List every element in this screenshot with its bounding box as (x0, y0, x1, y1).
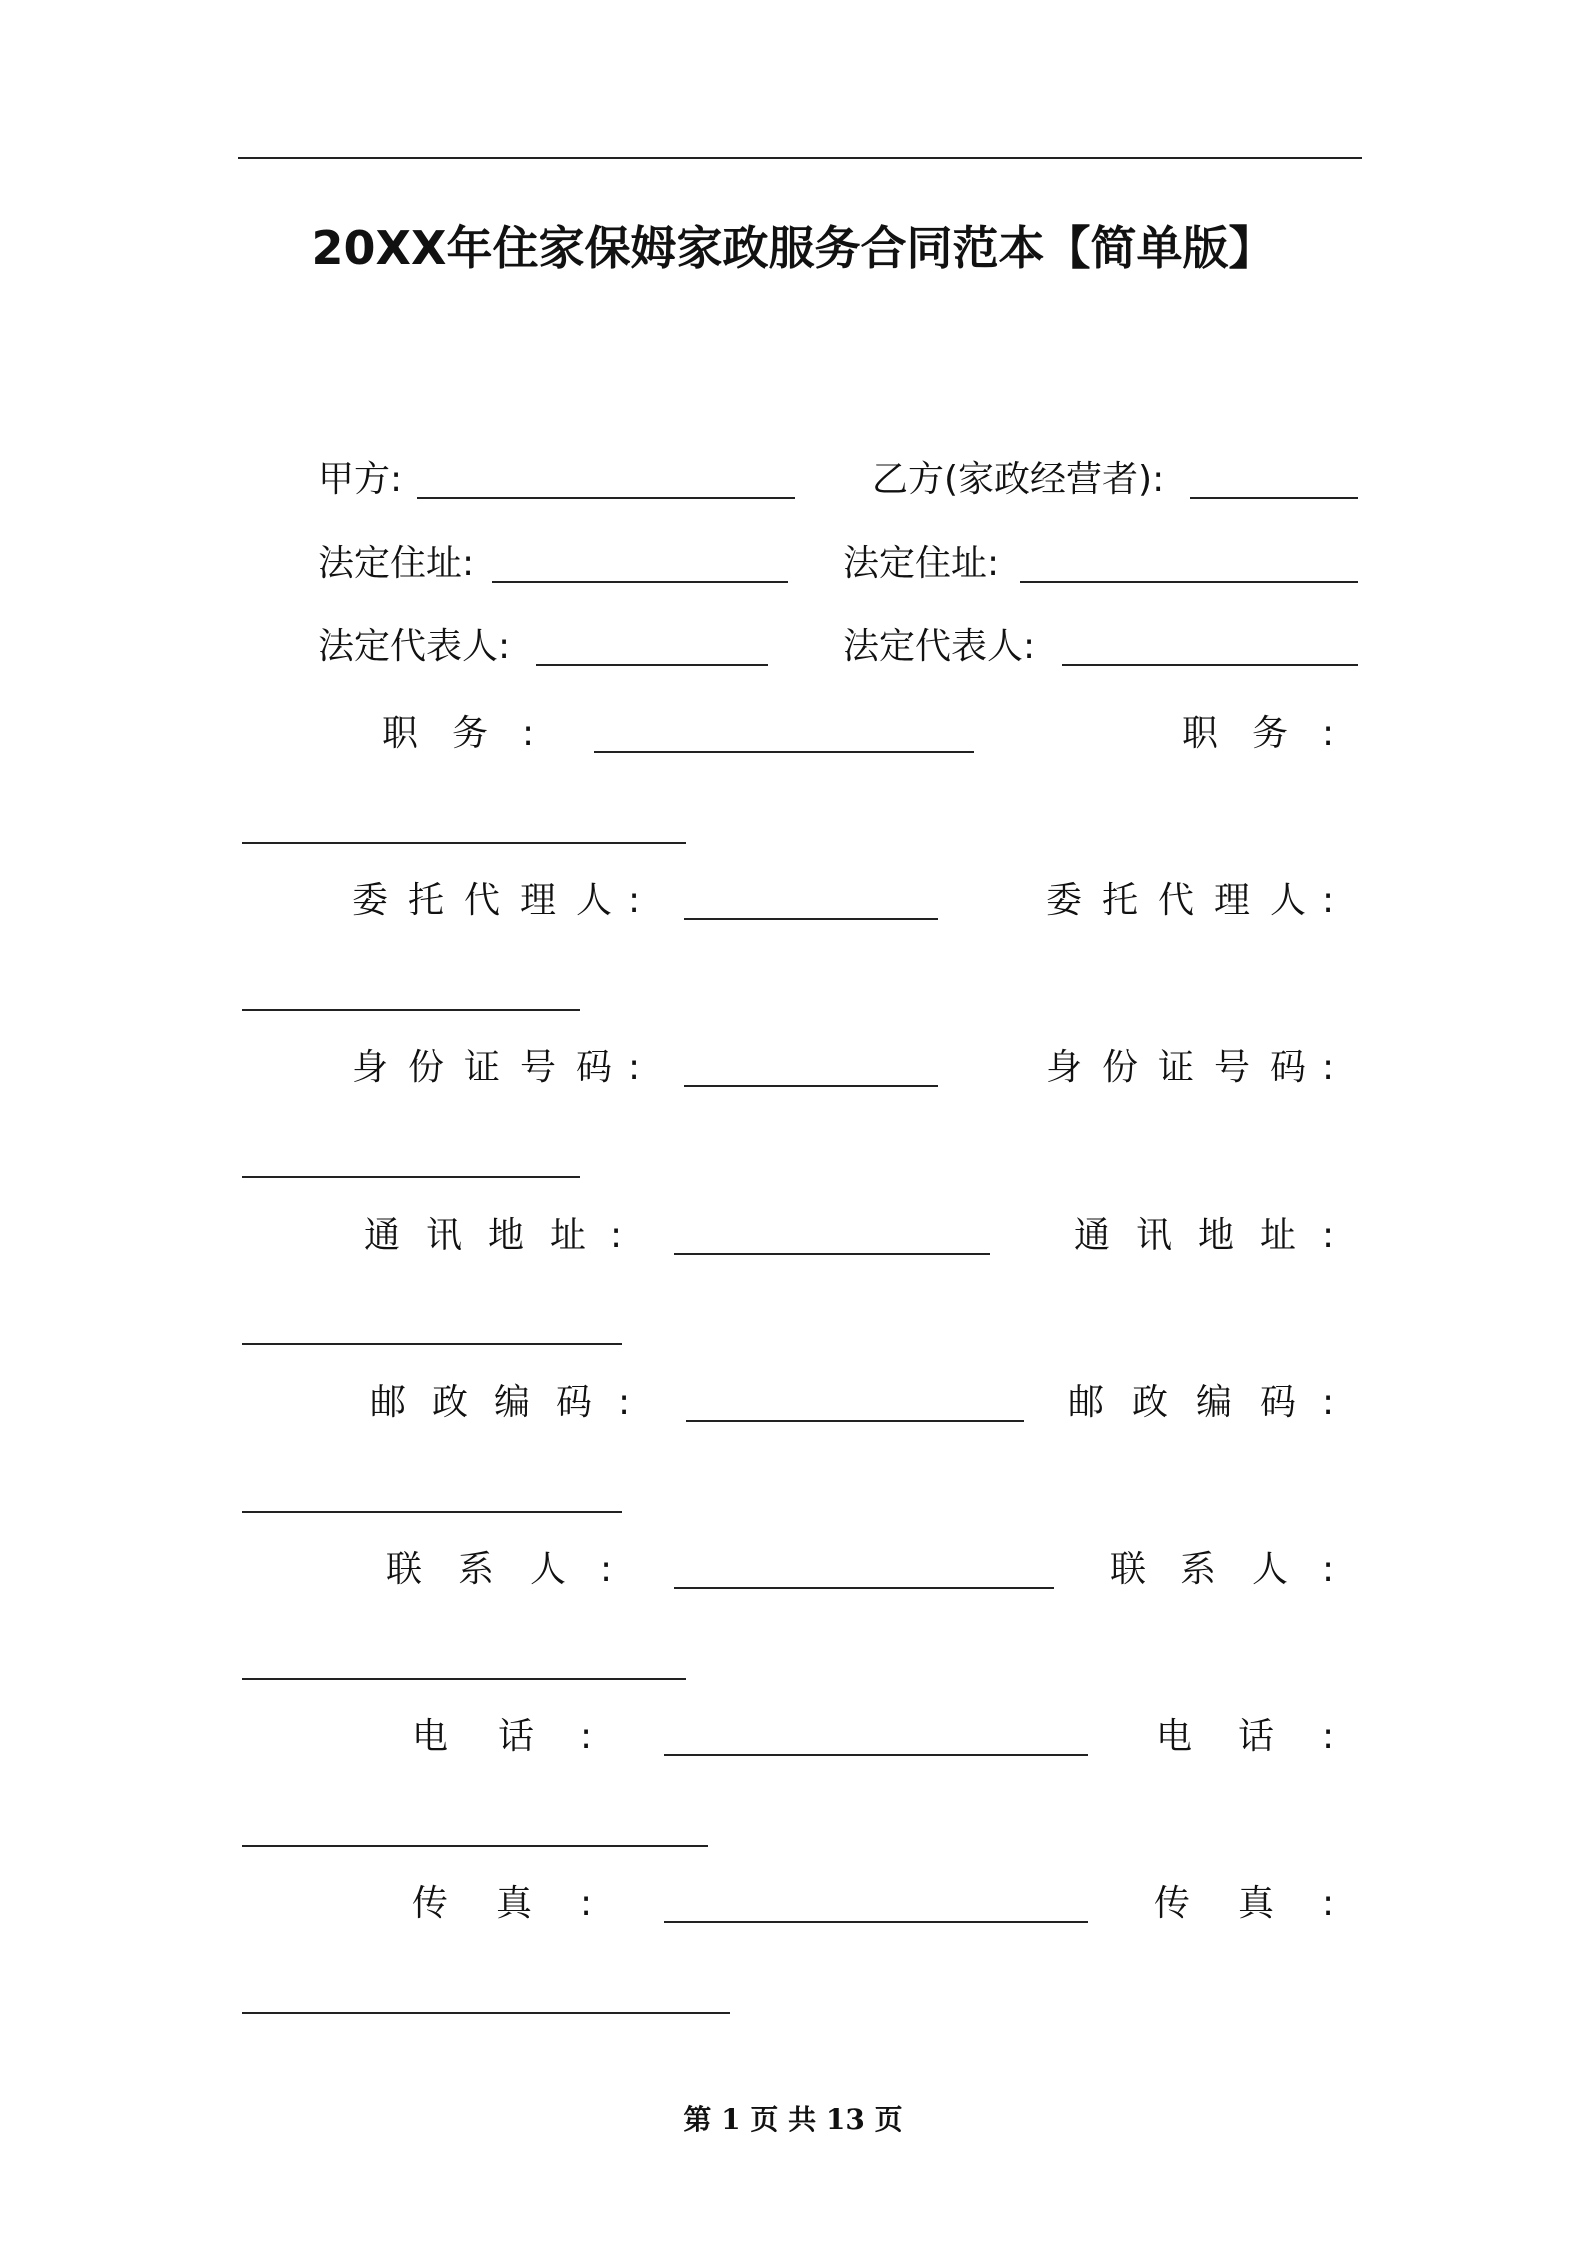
label-char: 人 (530, 1549, 567, 1590)
label-char: : (610, 1215, 623, 1256)
party-b-postcode-field[interactable] (242, 1511, 622, 1513)
label-char: 政 (432, 1382, 469, 1423)
party-b-position-field[interactable] (242, 842, 686, 844)
label-char: 真 (1238, 1883, 1275, 1924)
label-char: 份 (408, 1047, 445, 1088)
party-b-mail-address-field[interactable] (242, 1343, 622, 1345)
label-char: 职 (382, 713, 419, 754)
label-char: 码 (576, 1047, 613, 1088)
label-char: 务 (1252, 713, 1289, 754)
label-char: 委 (352, 880, 389, 921)
label-char: : (1322, 1883, 1335, 1924)
party-a-id-field[interactable] (684, 1085, 938, 1087)
party-a-address-field[interactable] (492, 581, 788, 583)
party-b-phone-field[interactable] (242, 1845, 708, 1847)
label-char: 务 (452, 713, 489, 754)
party-a-label: 甲方: (318, 459, 403, 500)
label-char: 编 (1196, 1382, 1233, 1423)
label-char: : (522, 713, 535, 754)
label-char: : (580, 1716, 593, 1757)
party-a-contact-field[interactable] (674, 1587, 1054, 1589)
label-char: 证 (1158, 1047, 1195, 1088)
label-char: 号 (1214, 1047, 1251, 1088)
label-char: 真 (496, 1883, 533, 1924)
label-char: 身 (352, 1047, 389, 1088)
label-char: 通 (1074, 1215, 1111, 1256)
label-char: : (1322, 880, 1335, 921)
party-b-address-field[interactable] (1020, 581, 1358, 583)
label-char: 联 (1110, 1549, 1147, 1590)
party-b-field[interactable] (1190, 497, 1358, 499)
label-char: 人 (1252, 1549, 1289, 1590)
party-b-contact-field[interactable] (242, 1678, 686, 1680)
label-char: 传 (412, 1883, 449, 1924)
label-char: 人 (576, 880, 613, 921)
label-char: 系 (458, 1549, 495, 1590)
label-char: 电 (412, 1716, 449, 1757)
label-char: 份 (1102, 1047, 1139, 1088)
label-char: 理 (1214, 880, 1251, 921)
label-char: 话 (1238, 1716, 1275, 1757)
label-char: 联 (386, 1549, 423, 1590)
label-char: 职 (1182, 713, 1219, 754)
label-char: : (1322, 1047, 1335, 1088)
label-char: : (628, 880, 641, 921)
label-char: 编 (494, 1382, 531, 1423)
label-char: : (1322, 1215, 1335, 1256)
label-char: : (580, 1883, 593, 1924)
label-char: 委 (1046, 880, 1083, 921)
label-char: 话 (498, 1716, 535, 1757)
party-b-address-label: 法定住址: (843, 543, 1000, 584)
label-char: 号 (520, 1047, 557, 1088)
party-a-address-label: 法定住址: (318, 543, 475, 584)
label-char: 码 (556, 1382, 593, 1423)
party-b-fax-field[interactable] (242, 2012, 730, 2014)
label-char: : (1322, 1382, 1335, 1423)
label-char: 传 (1154, 1883, 1191, 1924)
label-char: 系 (1180, 1549, 1217, 1590)
label-char: : (600, 1549, 613, 1590)
party-a-postcode-field[interactable] (686, 1420, 1024, 1422)
party-b-agent-field[interactable] (242, 1009, 580, 1011)
party-a-legal-rep-label: 法定代表人: (318, 626, 511, 667)
party-a-position-field[interactable] (594, 751, 974, 753)
label-char: : (1322, 1716, 1335, 1757)
label-char: 码 (1270, 1047, 1307, 1088)
party-a-mail-address-field[interactable] (674, 1253, 990, 1255)
label-char: 人 (1270, 880, 1307, 921)
label-char: : (618, 1382, 631, 1423)
document-title: 20XX年住家保姆家政服务合同范本【简单版】 (311, 221, 1275, 275)
label-char: 代 (464, 880, 501, 921)
label-char: 讯 (426, 1215, 463, 1256)
label-char: : (1322, 713, 1335, 754)
party-a-agent-field[interactable] (684, 918, 938, 920)
page-indicator: 第 1 页 共 13 页 (683, 2103, 903, 2136)
party-a-legal-rep-field[interactable] (536, 664, 768, 666)
label-char: 通 (364, 1215, 401, 1256)
label-char: 托 (1102, 880, 1139, 921)
label-char: 托 (408, 880, 445, 921)
label-char: 邮 (1068, 1382, 1105, 1423)
label-char: 证 (464, 1047, 501, 1088)
label-char: 地 (488, 1215, 525, 1256)
label-char: 理 (520, 880, 557, 921)
party-b-legal-rep-label: 法定代表人: (843, 626, 1036, 667)
label-char: 码 (1260, 1382, 1297, 1423)
party-a-phone-field[interactable] (664, 1754, 1088, 1756)
party-b-label: 乙方(家政经营者): (872, 459, 1165, 500)
label-char: : (1322, 1549, 1335, 1590)
label-char: : (628, 1047, 641, 1088)
party-a-fax-field[interactable] (664, 1921, 1088, 1923)
party-b-id-field[interactable] (242, 1176, 580, 1178)
label-char: 身 (1046, 1047, 1083, 1088)
label-char: 邮 (370, 1382, 407, 1423)
header-rule (238, 157, 1362, 159)
label-char: 址 (550, 1215, 587, 1256)
party-b-legal-rep-field[interactable] (1062, 664, 1358, 666)
label-char: 代 (1158, 880, 1195, 921)
label-char: 址 (1260, 1215, 1297, 1256)
party-a-field[interactable] (417, 497, 795, 499)
label-char: 政 (1132, 1382, 1169, 1423)
label-char: 电 (1156, 1716, 1193, 1757)
label-char: 地 (1198, 1215, 1235, 1256)
label-char: 讯 (1136, 1215, 1173, 1256)
